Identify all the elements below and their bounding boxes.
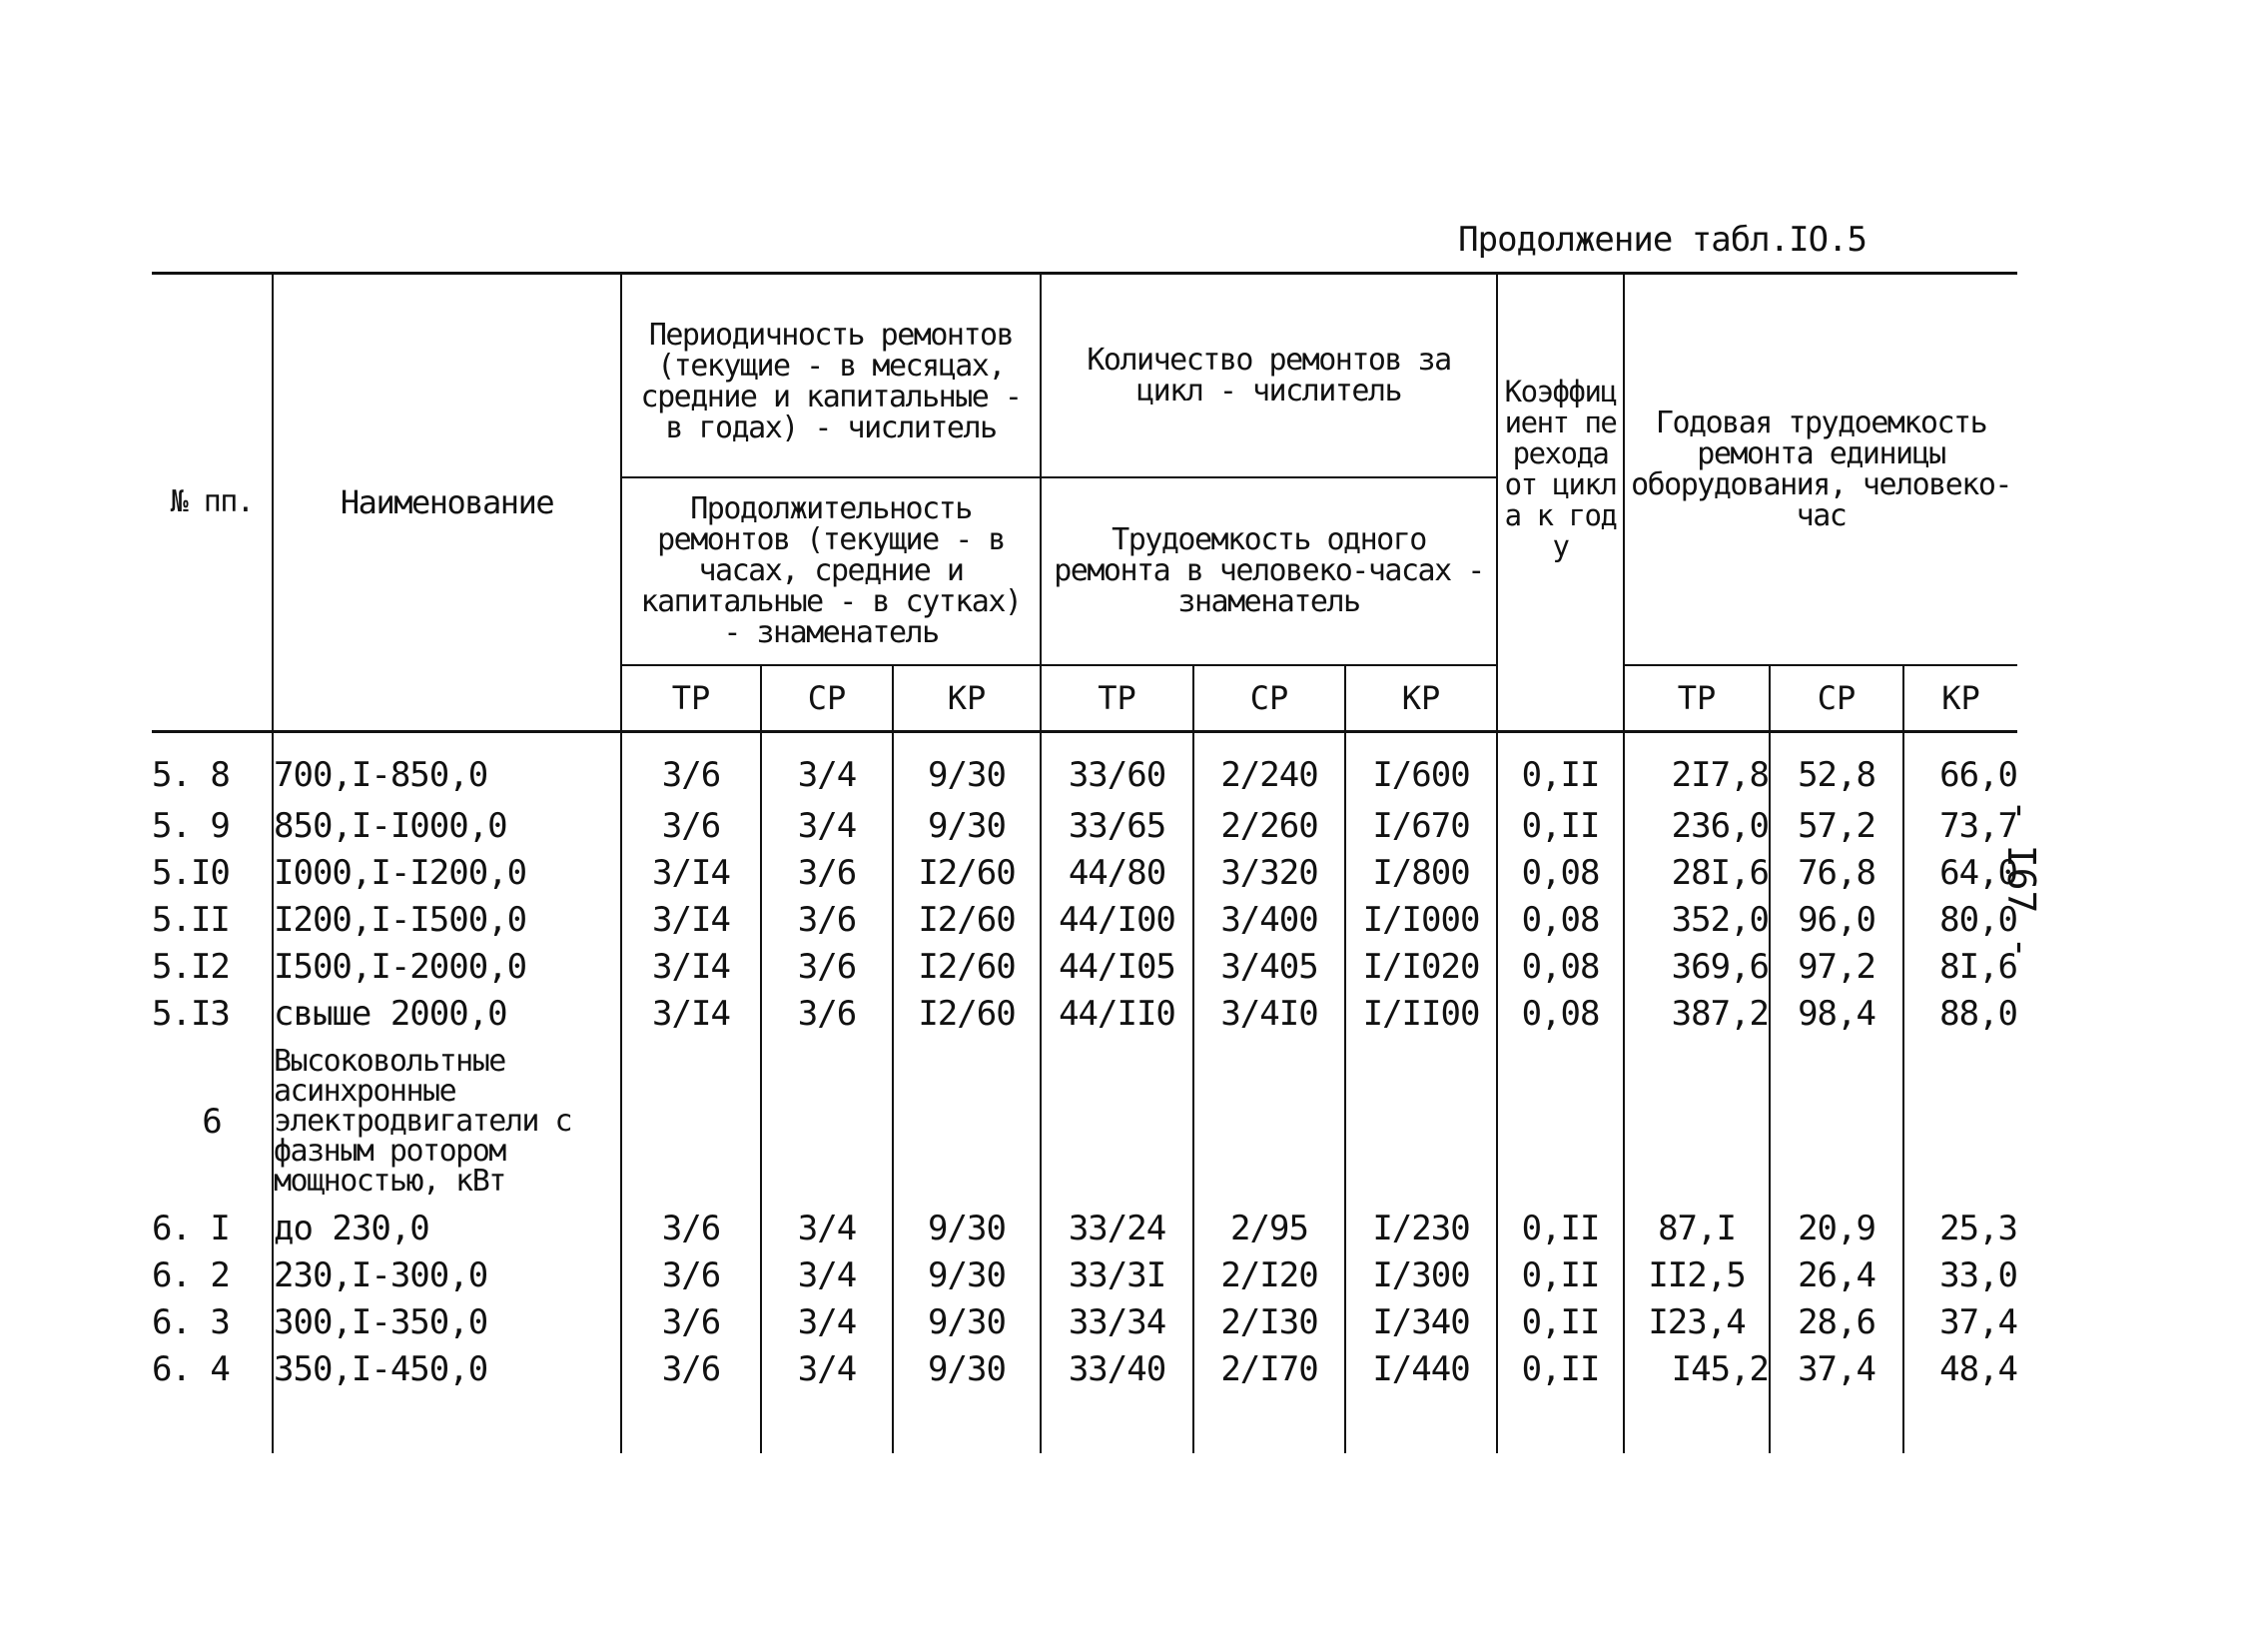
cell-annual-kr: 37,4 [1903, 1299, 2017, 1346]
row-num: 6. I [152, 1209, 230, 1248]
cell-annual-sr: 20,9 [1770, 1206, 1903, 1252]
cell-count-sr: 2/I20 [1193, 1252, 1345, 1299]
row-name: I000,I-I200,0 [273, 850, 621, 897]
cell-period-tr: 3/I4 [621, 944, 761, 991]
cell-period-sr: 3/4 [761, 1206, 893, 1252]
cell-coef: 0,08 [1497, 944, 1624, 991]
cell-annual-tr: 387,2 [1624, 991, 1770, 1038]
table-row [152, 803, 2017, 850]
row-num: 5.I3 [152, 994, 230, 1034]
repair-table [152, 272, 2017, 1453]
row-name: I500,I-2000,0 [273, 944, 621, 991]
cell-annual-kr: 64,0 [1903, 850, 2017, 897]
empty-cell [1770, 1038, 1903, 1206]
cell-count-tr: 33/60 [1041, 731, 1193, 803]
cell-period-kr: 9/30 [893, 803, 1041, 850]
empty-cell [1624, 1038, 1770, 1206]
row-name: 230,I-300,0 [273, 1252, 621, 1299]
section-row [152, 1038, 2017, 1206]
row-name: 850,I-I000,0 [273, 803, 621, 850]
row-name: 350,I-450,0 [273, 1346, 621, 1453]
header-count-denominator: Трудоемкость одного ремонта в человеко-часах - знаменатель [1041, 477, 1497, 665]
sub-header-tr: ТР [621, 665, 761, 732]
empty-cell [1193, 1038, 1345, 1206]
cell-coef: 0,II [1497, 1252, 1624, 1299]
sub-header-kr: КР [1345, 665, 1497, 732]
empty-cell [761, 1038, 893, 1206]
cell-period-tr: 3/I4 [621, 897, 761, 944]
cell-annual-sr: 57,2 [1770, 803, 1903, 850]
sub-header-sr: СР [761, 665, 893, 732]
cell-count-kr: I/230 [1345, 1206, 1497, 1252]
cell-period-tr: 3/6 [621, 731, 761, 803]
cell-period-sr: 3/6 [761, 897, 893, 944]
cell-annual-sr: 28,6 [1770, 1299, 1903, 1346]
table-row [152, 731, 2017, 803]
cell-count-sr: 2/I70 [1193, 1346, 1345, 1453]
cell-count-sr: 2/240 [1193, 731, 1345, 803]
cell-annual-sr: 37,4 [1770, 1346, 1903, 1453]
sub-header-sr: СР [1770, 665, 1903, 732]
row-name: свыше 2000,0 [273, 991, 621, 1038]
header-num: № пп. [170, 483, 254, 519]
cell-period-tr: 3/I4 [621, 991, 761, 1038]
empty-cell [893, 1038, 1041, 1206]
cell-period-sr: 3/6 [761, 991, 893, 1038]
empty-cell [1903, 1038, 2017, 1206]
cell-count-kr: I/II00 [1345, 991, 1497, 1038]
cell-period-kr: 9/30 [893, 1346, 1041, 1453]
cell-count-tr: 33/65 [1041, 803, 1193, 850]
cell-coef: 0,08 [1497, 897, 1624, 944]
header-coef: Коэффициент перехода от цикла к году [1497, 274, 1624, 665]
empty-cell [1041, 1038, 1193, 1206]
cell-count-sr: 3/400 [1193, 897, 1345, 944]
cell-annual-tr: 369,6 [1624, 944, 1770, 991]
cell-count-kr: I/670 [1345, 803, 1497, 850]
cell-annual-tr: 87,I [1624, 1206, 1770, 1252]
cell-period-kr: 9/30 [893, 1206, 1041, 1252]
cell-period-kr: 9/30 [893, 731, 1041, 803]
cell-period-kr: I2/60 [893, 897, 1041, 944]
table-row [152, 1206, 2017, 1252]
cell-count-sr: 3/405 [1193, 944, 1345, 991]
cell-count-tr: 44/II0 [1041, 991, 1193, 1038]
cell-coef: 0,II [1497, 1206, 1624, 1252]
cell-count-kr: I/340 [1345, 1299, 1497, 1346]
cell-count-sr: 3/4I0 [1193, 991, 1345, 1038]
sub-header-sr: СР [1193, 665, 1345, 732]
sub-header-kr: КР [1903, 665, 2017, 732]
cell-annual-tr: 236,0 [1624, 803, 1770, 850]
header-annual: Годовая трудоемкость ремонта единицы оборудования, человеко-час [1624, 274, 2017, 665]
cell-period-kr: 9/30 [893, 1299, 1041, 1346]
table-row [152, 850, 2017, 897]
cell-period-tr: 3/6 [621, 1252, 761, 1299]
row-name: I200,I-I500,0 [273, 897, 621, 944]
cell-period-kr: 9/30 [893, 1252, 1041, 1299]
cell-count-tr: 33/3I [1041, 1252, 1193, 1299]
cell-period-sr: 3/4 [761, 1252, 893, 1299]
cell-period-sr: 3/4 [761, 803, 893, 850]
cell-period-tr: 3/6 [621, 1346, 761, 1453]
cell-count-tr: 33/34 [1041, 1299, 1193, 1346]
cell-count-kr: I/I020 [1345, 944, 1497, 991]
cell-coef: 0,II [1497, 1346, 1624, 1453]
row-num: 5. 8 [152, 754, 230, 795]
cell-count-kr: I/440 [1345, 1346, 1497, 1453]
row-num: 5.I2 [152, 947, 230, 987]
cell-annual-kr: 8I,6 [1903, 944, 2017, 991]
cell-annual-kr: 88,0 [1903, 991, 2017, 1038]
empty-cell [1345, 1038, 1497, 1206]
row-name: до 230,0 [273, 1206, 621, 1252]
cell-period-sr: 3/4 [761, 731, 893, 803]
cell-period-kr: I2/60 [893, 944, 1041, 991]
cell-annual-sr: 26,4 [1770, 1252, 1903, 1299]
table-row [152, 1346, 2017, 1453]
table-row [152, 897, 2017, 944]
cell-count-tr: 44/80 [1041, 850, 1193, 897]
cell-count-sr: 3/320 [1193, 850, 1345, 897]
cell-period-kr: I2/60 [893, 850, 1041, 897]
sub-header-tr: ТР [1041, 665, 1193, 732]
cell-annual-sr: 97,2 [1770, 944, 1903, 991]
header-periodicity-denominator: Продолжительность ремонтов (текущие - в часах, средние и капитальные - в сутках) - знаменатель [621, 477, 1041, 665]
sub-header-coef-empty [1497, 665, 1624, 732]
cell-period-sr: 3/6 [761, 850, 893, 897]
cell-annual-sr: 52,8 [1770, 731, 1903, 803]
cell-period-tr: 3/6 [621, 1206, 761, 1252]
row-num: 6. 3 [152, 1302, 230, 1342]
cell-count-sr: 2/I30 [1193, 1299, 1345, 1346]
cell-count-tr: 44/I00 [1041, 897, 1193, 944]
cell-count-tr: 44/I05 [1041, 944, 1193, 991]
header-periodicity-numerator: Периодичность ремонтов (текущие - в месяцах, средние и капитальные - в годах) - числитель [621, 274, 1041, 477]
cell-annual-tr: I23,4 [1624, 1299, 1770, 1346]
header-name: Наименование [273, 274, 621, 732]
cell-count-tr: 33/24 [1041, 1206, 1193, 1252]
row-num: 6 [202, 1101, 222, 1142]
cell-coef: 0,II [1497, 731, 1624, 803]
cell-period-kr: I2/60 [893, 991, 1041, 1038]
table-caption: Продолжение табл.IO.5 [1458, 220, 1867, 260]
empty-cell [621, 1038, 761, 1206]
cell-annual-sr: 98,4 [1770, 991, 1903, 1038]
row-num: 5.I0 [152, 853, 230, 893]
table-row [152, 1252, 2017, 1299]
row-name: 300,I-350,0 [273, 1299, 621, 1346]
empty-cell [1497, 1038, 1624, 1206]
cell-annual-kr: 25,3 [1903, 1206, 2017, 1252]
cell-count-kr: I/I000 [1345, 897, 1497, 944]
cell-count-sr: 2/95 [1193, 1206, 1345, 1252]
sub-header-tr: ТР [1624, 665, 1770, 732]
cell-annual-kr: 33,0 [1903, 1252, 2017, 1299]
row-name: 700,I-850,0 [273, 731, 621, 803]
cell-coef: 0,08 [1497, 991, 1624, 1038]
cell-annual-sr: 96,0 [1770, 897, 1903, 944]
section-title: Высоковольтные асинхронные электродвигатели с фазным ротором мощностью, кВт [273, 1038, 621, 1206]
page-number: - I67 - [1999, 799, 2043, 960]
header-count-numerator: Количество ремонтов за цикл - числитель [1041, 274, 1497, 477]
cell-annual-tr: 2I7,8 [1624, 731, 1770, 803]
cell-count-tr: 33/40 [1041, 1346, 1193, 1453]
row-num: 6. 4 [152, 1349, 230, 1389]
table-row [152, 944, 2017, 991]
cell-coef: 0,08 [1497, 850, 1624, 897]
cell-annual-tr: II2,5 [1624, 1252, 1770, 1299]
cell-annual-kr: 66,0 [1903, 731, 2017, 803]
cell-period-tr: 3/6 [621, 1299, 761, 1346]
cell-coef: 0,II [1497, 803, 1624, 850]
cell-annual-tr: I45,2 [1624, 1346, 1770, 1453]
cell-period-tr: 3/6 [621, 803, 761, 850]
row-num: 5. 9 [152, 806, 230, 846]
cell-annual-sr: 76,8 [1770, 850, 1903, 897]
row-num: 5.II [152, 900, 230, 940]
sub-header-kr: КР [893, 665, 1041, 732]
cell-annual-kr: 80,0 [1903, 897, 2017, 944]
table-row [152, 1299, 2017, 1346]
cell-annual-kr: 48,4 [1903, 1346, 2017, 1453]
cell-annual-tr: 28I,6 [1624, 850, 1770, 897]
cell-coef: 0,II [1497, 1299, 1624, 1346]
cell-period-tr: 3/I4 [621, 850, 761, 897]
cell-count-sr: 2/260 [1193, 803, 1345, 850]
cell-period-sr: 3/4 [761, 1299, 893, 1346]
cell-count-kr: I/300 [1345, 1252, 1497, 1299]
cell-annual-tr: 352,0 [1624, 897, 1770, 944]
cell-count-kr: I/600 [1345, 731, 1497, 803]
cell-annual-kr: 73,7 [1903, 803, 2017, 850]
cell-count-kr: I/800 [1345, 850, 1497, 897]
row-num: 6. 2 [152, 1255, 230, 1295]
cell-period-sr: 3/6 [761, 944, 893, 991]
cell-period-sr: 3/4 [761, 1346, 893, 1453]
table-row [152, 991, 2017, 1038]
